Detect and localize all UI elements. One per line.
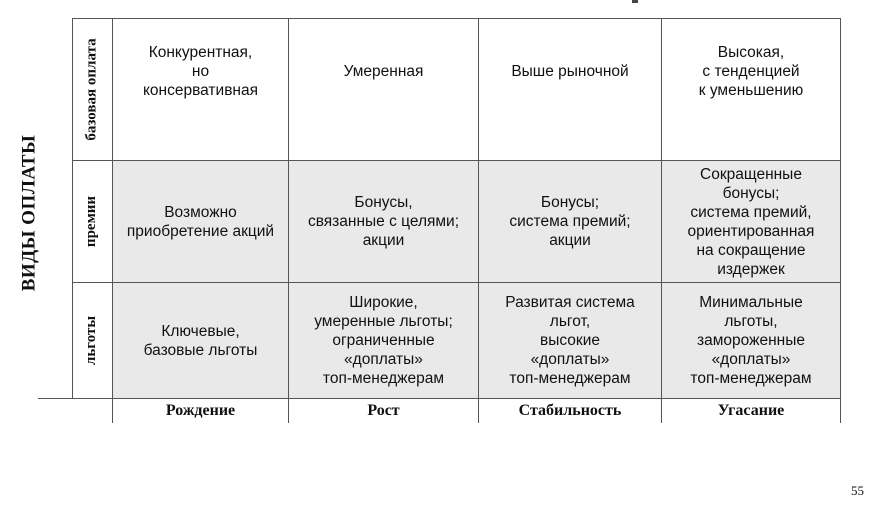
page-number: 55 <box>851 483 864 498</box>
row-header-label: льготы <box>83 315 100 366</box>
table-cell: Развитая система льгот, высокие «доплаты» топ-менеджерам <box>505 294 635 387</box>
row-header-label: премии <box>83 195 100 248</box>
row-header-base-pay <box>72 19 112 160</box>
row-header-label: базовая оплата <box>83 38 100 141</box>
row-header-benefits <box>72 283 112 398</box>
table-cell: Минимальные льготы, замороженные «доплаты» топ-менеджерам <box>690 294 812 387</box>
table-cell: Сокращенные бонусы; система премий, ориентированная на сокращение издержек <box>687 165 815 278</box>
column-label-decline: Угасание <box>717 402 785 419</box>
table-cell: Ключевые, базовые льготы <box>143 322 258 359</box>
table-cell: Бонусы; система премий; акции <box>509 194 631 249</box>
table-cell: Широкие, умеренные льготы; ограниченные «доплаты» топ-менеджерам <box>314 294 453 387</box>
column-label-growth: Рост <box>367 402 400 419</box>
table-cell: Конкурентная, но консервативная <box>142 44 259 99</box>
grid-line-v5 <box>840 18 841 423</box>
table-cell: Высокая, с тенденцией к уменьшению <box>698 44 804 99</box>
table-cell: Бонусы, связанные с целями; акции <box>307 194 460 249</box>
row-header-bonuses <box>72 161 112 282</box>
column-label-birth: Рождение <box>165 402 236 419</box>
table-cell: Умеренная <box>343 63 424 80</box>
axis-title-text: ВИДЫ ОПЛАТЫ <box>18 134 39 291</box>
table-cell: Возможно приобретение акций <box>126 203 275 240</box>
table-cell: Выше рыночной <box>511 63 629 80</box>
column-label-stability: Стабильность <box>518 402 622 419</box>
